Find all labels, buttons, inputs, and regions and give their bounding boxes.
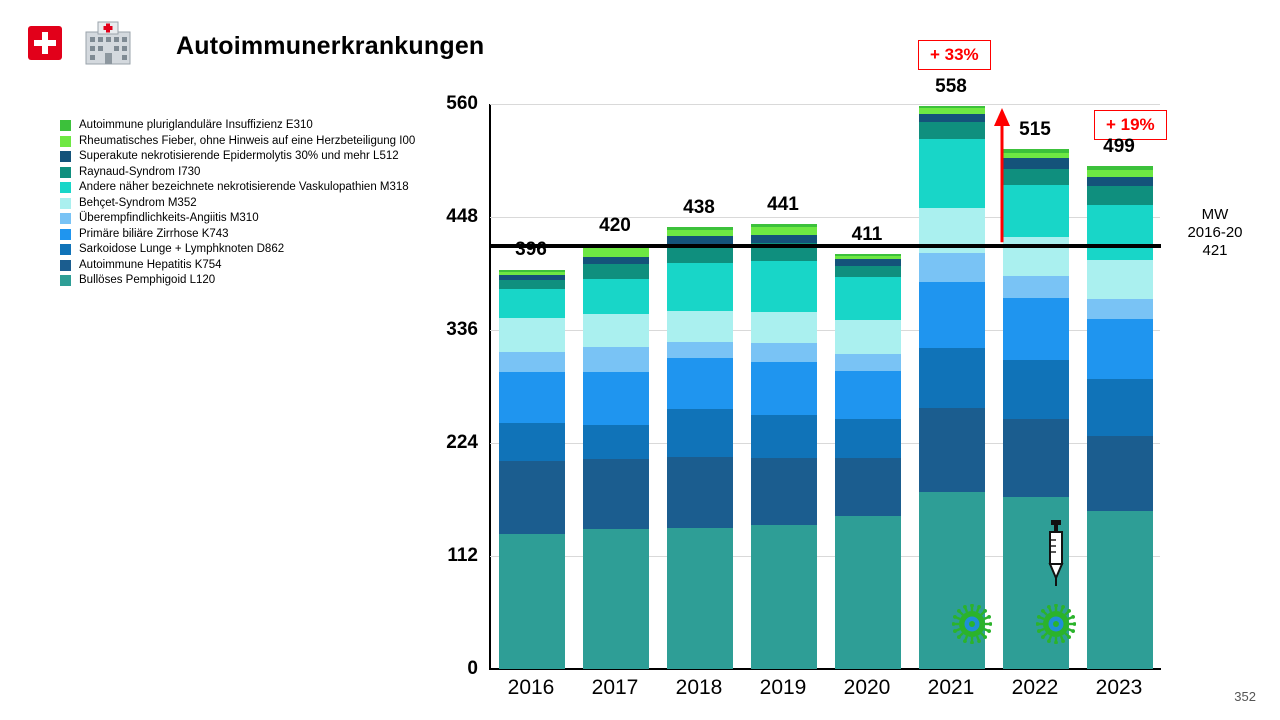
y-axis-tick-label: 560 <box>446 93 478 114</box>
bar-segment <box>1087 260 1153 298</box>
bar-segment <box>667 457 733 528</box>
bar-segment <box>751 343 817 362</box>
bar-segment <box>751 415 817 458</box>
bar-segment <box>751 525 817 669</box>
bar-segment <box>667 358 733 408</box>
bar-segment <box>667 311 733 342</box>
bar-segment <box>919 408 985 493</box>
legend-item <box>60 149 460 165</box>
bar-segment <box>1087 177 1153 186</box>
syringe-icon <box>1042 518 1070 588</box>
bar-segment <box>1003 419 1069 498</box>
mean-reference-line <box>489 244 1161 248</box>
bar-total-label: 396 <box>515 239 547 261</box>
legend-color-swatch <box>60 198 71 209</box>
bar-segment <box>1087 205 1153 260</box>
x-axis-tick-label: 2022 <box>1011 676 1059 699</box>
bar-segment <box>919 114 985 122</box>
bar-segment <box>751 458 817 525</box>
bar-segment <box>835 419 901 458</box>
bar-stack-2017[interactable] <box>583 245 649 669</box>
bar-segment <box>1003 360 1069 419</box>
bar-total-label: 558 <box>935 76 967 98</box>
annotation-increase-2023: + 19% <box>1094 110 1167 140</box>
bar-segment <box>499 423 565 461</box>
x-axis-tick-label: 2021 <box>927 676 975 699</box>
legend-item-label: Überempfindlichkeits-Angiitis M310 <box>79 212 259 224</box>
legend-item <box>60 134 460 150</box>
bar-segment <box>667 528 733 669</box>
bar-segment <box>1087 186 1153 205</box>
page-title: Autoimmunerkrankungen <box>176 32 485 60</box>
flag-cross-horizontal <box>34 40 56 46</box>
bar-segment <box>1087 436 1153 511</box>
legend-item-label: Superakute nekrotisierende Epidermolytis 30% und mehr L512 <box>79 150 399 162</box>
y-axis-tick-label: 448 <box>446 206 478 227</box>
legend-color-swatch <box>60 120 71 131</box>
bar-segment <box>751 362 817 414</box>
mean-label <box>1180 206 1250 260</box>
bar-segment <box>499 534 565 669</box>
legend-item-label: Autoimmune pluriglanduläre Insuffizienz E310 <box>79 119 313 131</box>
bar-segment <box>835 277 901 320</box>
legend-item-label: Rheumatisches Fieber, ohne Hinweis auf eine Herzbeteiligung I00 <box>79 134 416 147</box>
bar-total-label: 438 <box>683 197 715 219</box>
legend-item-label: Raynaud-Syndrom I730 <box>79 165 201 178</box>
bar-segment <box>751 227 817 235</box>
legend-color-swatch <box>60 244 71 255</box>
bar-stack-2016[interactable] <box>499 270 565 669</box>
legend-color-swatch <box>60 213 71 224</box>
bar-segment <box>1003 276 1069 298</box>
bar-segment <box>1087 511 1153 669</box>
y-axis-tick-label: 0 <box>467 658 478 679</box>
bar-segment <box>499 372 565 422</box>
bar-segment <box>667 342 733 358</box>
legend-color-swatch <box>60 182 71 193</box>
bar-segment <box>919 122 985 139</box>
legend-item <box>60 180 460 196</box>
legend-item <box>60 165 460 181</box>
bar-segment <box>583 279 649 314</box>
bar-segment <box>583 248 649 257</box>
legend-item <box>60 227 460 243</box>
bar-segment <box>667 263 733 310</box>
bar-segment <box>583 347 649 372</box>
legend-item <box>60 211 460 227</box>
bar-segment <box>1087 170 1153 177</box>
swiss-flag-icon <box>28 26 62 60</box>
y-axis-tick-label: 224 <box>446 432 478 453</box>
bar-total-label: 441 <box>767 194 799 216</box>
legend-color-swatch <box>60 151 71 162</box>
bar-segment <box>919 139 985 208</box>
legend-item-label: Bullöses Pemphigoid L120 <box>79 274 216 286</box>
legend-item-label: Sarkoidose Lunge + Lymphknoten D862 <box>79 243 285 255</box>
bar-segment <box>583 372 649 424</box>
y-axis-labels <box>430 93 478 679</box>
bar-segment <box>583 425 649 459</box>
bar-segment <box>835 266 901 277</box>
bar-segment <box>751 235 817 243</box>
bar-segment <box>1087 379 1153 436</box>
virus-icon <box>952 604 992 644</box>
legend-item-label: Behçet-Syndrom M352 <box>79 196 197 209</box>
page-header <box>0 0 1280 90</box>
legend-color-swatch <box>60 136 71 147</box>
legend-item <box>60 118 460 134</box>
legend-item-label: Autoimmune Hepatitis K754 <box>79 258 222 271</box>
virus-icon <box>1036 604 1076 644</box>
bar-segment <box>583 459 649 529</box>
legend-item <box>60 273 460 289</box>
x-axis-tick-label: 2018 <box>675 676 723 699</box>
x-axis-tick-label: 2023 <box>1095 676 1143 699</box>
bar-segment <box>835 458 901 516</box>
page-number: 352 <box>1234 689 1256 704</box>
y-axis-tick-label: 336 <box>446 319 478 340</box>
bar-segment <box>499 289 565 318</box>
bar-segment <box>919 282 985 349</box>
bar-segment <box>919 348 985 408</box>
bar-segment <box>835 371 901 418</box>
legend-item-label: Andere näher bezeichnete nekrotisierende Vaskulopathien M318 <box>79 181 409 193</box>
bar-stack-2023[interactable] <box>1087 166 1153 669</box>
bar-total-label: 499 <box>1103 135 1135 157</box>
y-axis-tick-label: 112 <box>447 545 478 566</box>
bar-segment <box>919 253 985 281</box>
mean-label-line1: MW <box>1201 206 1229 224</box>
mean-label-value: 421 <box>1202 242 1228 260</box>
chart-legend <box>60 118 460 289</box>
bar-segment <box>835 516 901 669</box>
bar-segment <box>583 257 649 264</box>
bar-segment <box>751 312 817 343</box>
x-axis-tick-label: 2020 <box>843 676 891 699</box>
legend-color-swatch <box>60 260 71 271</box>
bar-stack-2018[interactable] <box>667 227 733 669</box>
bar-segment <box>583 264 649 278</box>
bar-segment <box>1003 298 1069 361</box>
bar-segment <box>835 354 901 371</box>
legend-item <box>60 242 460 258</box>
legend-color-swatch <box>60 167 71 178</box>
x-axis-tick-label: 2017 <box>591 676 639 699</box>
hospital-icon <box>84 20 132 66</box>
bar-segment <box>1087 319 1153 380</box>
mean-label-line2: 2016-20 <box>1187 224 1243 242</box>
legend-color-swatch <box>60 275 71 286</box>
legend-color-swatch <box>60 229 71 240</box>
bar-segment <box>1087 299 1153 319</box>
bar-segment <box>499 280 565 289</box>
bar-segment <box>499 461 565 534</box>
legend-item <box>60 258 460 274</box>
bar-stack-2021[interactable] <box>919 106 985 669</box>
annotation-increase-2021: + 33% <box>918 40 991 70</box>
bar-segment <box>583 529 649 669</box>
gridline <box>490 104 1160 105</box>
bar-segment <box>835 320 901 354</box>
x-axis-tick-label: 2019 <box>759 676 807 699</box>
x-axis-tick-label: 2016 <box>507 676 555 699</box>
bar-segment <box>751 261 817 311</box>
bar-segment <box>499 318 565 352</box>
bar-stack-2019[interactable] <box>751 224 817 669</box>
legend-item <box>60 196 460 212</box>
bar-total-label: 515 <box>1019 119 1051 141</box>
bar-segment <box>583 314 649 347</box>
bar-total-label: 411 <box>851 224 883 246</box>
bar-segment <box>499 352 565 372</box>
bar-stack-2020[interactable] <box>835 254 901 669</box>
bar-total-label: 420 <box>599 215 631 237</box>
legend-item-label: Primäre biliäre Zirrhose K743 <box>79 227 229 240</box>
bar-segment <box>667 409 733 457</box>
